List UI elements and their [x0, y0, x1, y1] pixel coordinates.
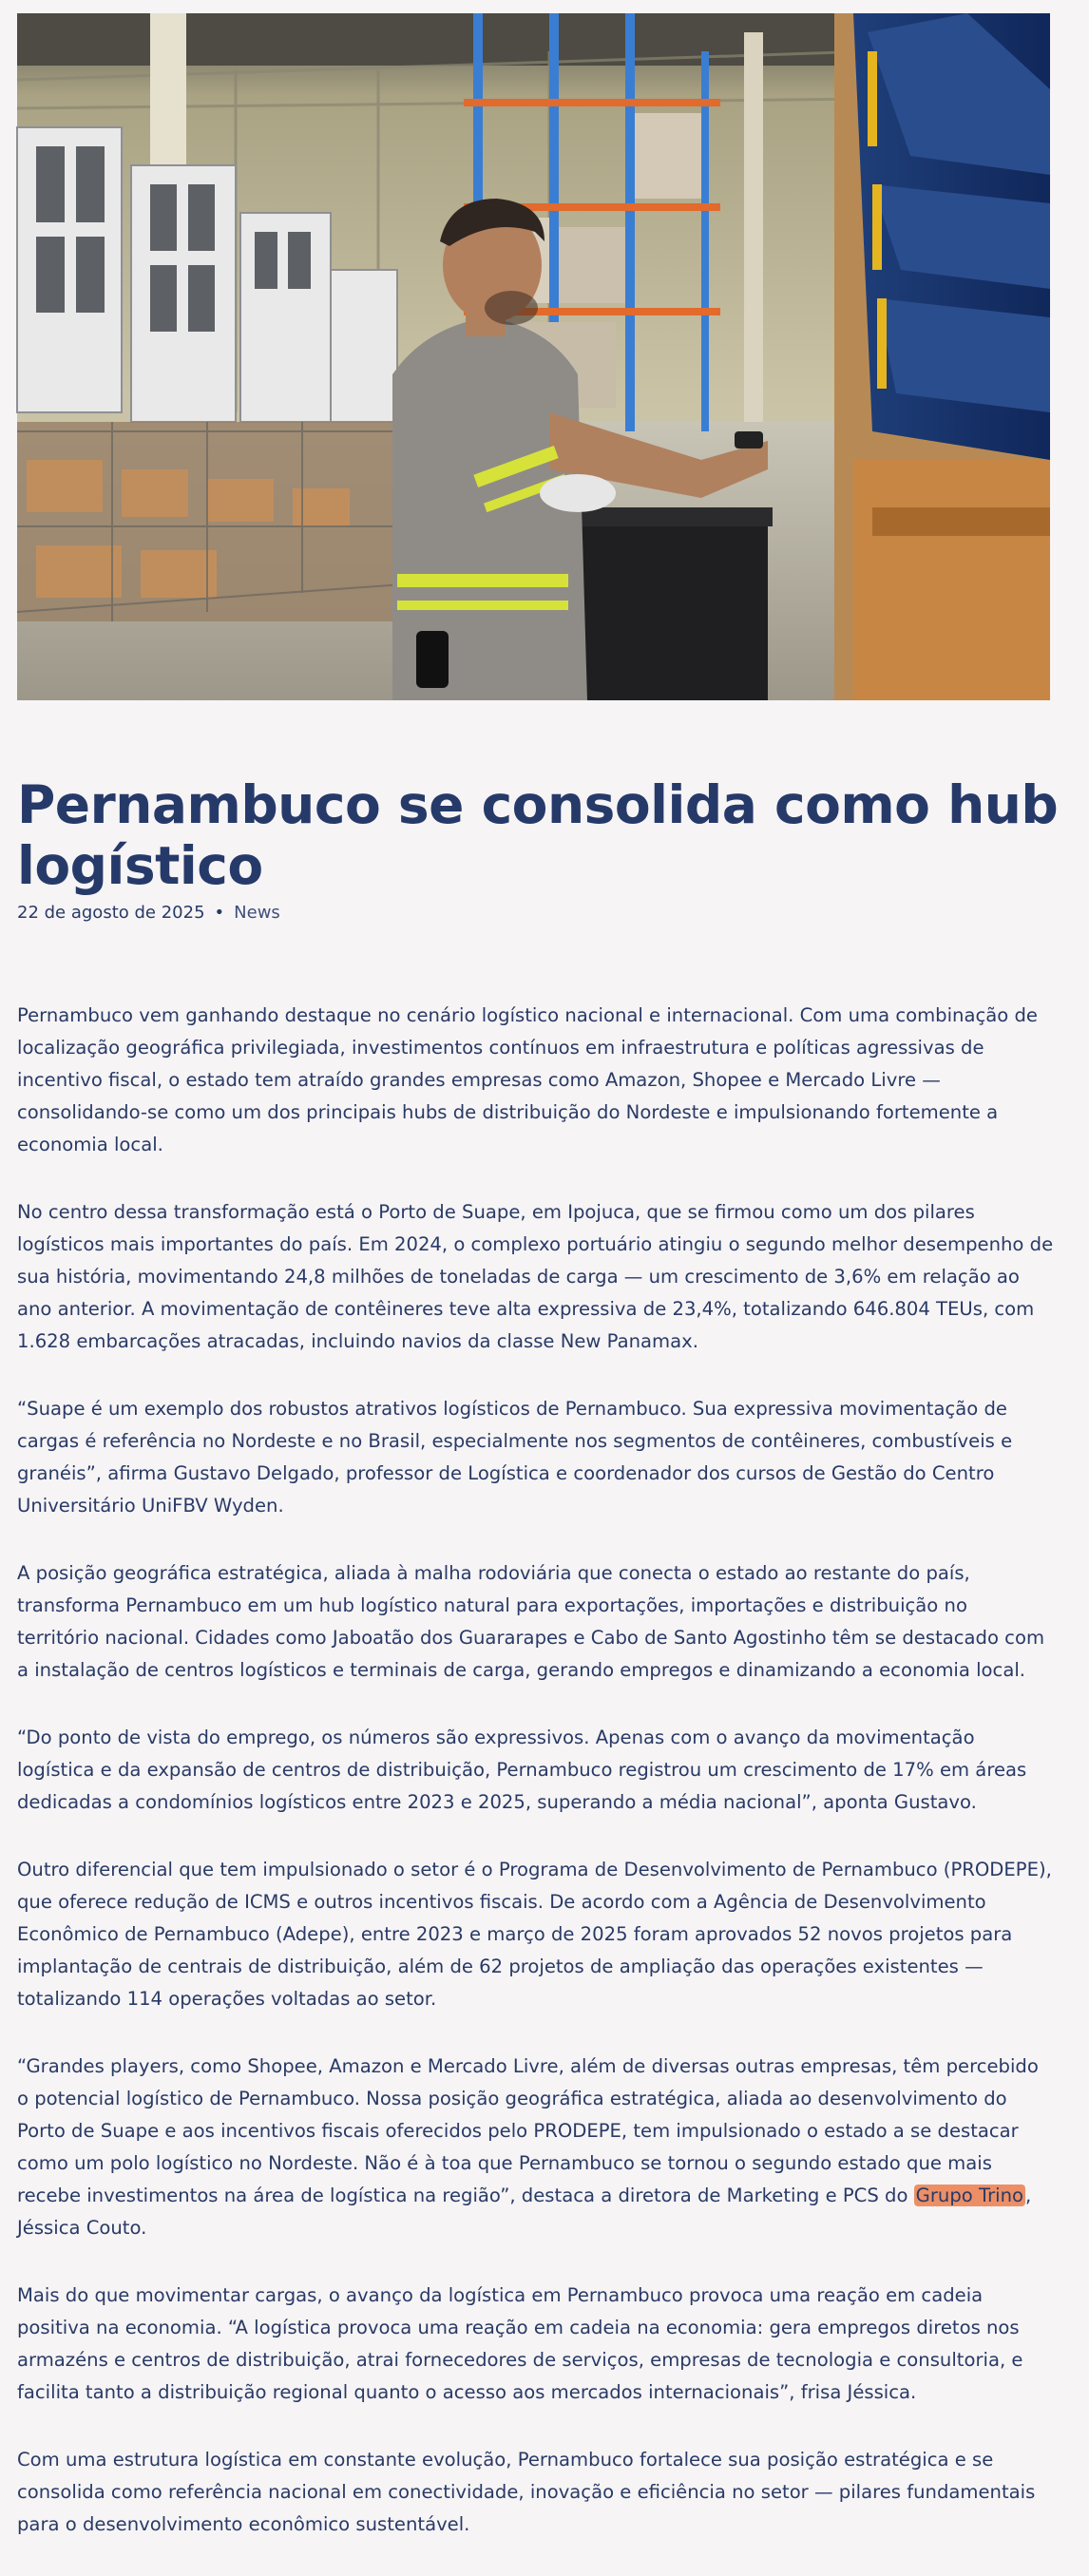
publish-date: 22 de agosto de 2025 — [17, 903, 205, 923]
paragraph-text: , Jéssica Couto. — [17, 2185, 1032, 2239]
article-body — [17, 1000, 1055, 2576]
category-link[interactable]: News — [234, 903, 280, 923]
hero-image — [17, 13, 1050, 700]
paragraph — [17, 2051, 1055, 2244]
paragraph: Mais do que movimentar cargas, o avanço da logística em Pernambuco provoca uma reação em cadeia positiva na economia. “A logística provoca uma reação em cadeia na economia: gera empregos diretos nos armazéns e centros de distribuição, atrai fornecedores de serviços, empresas de tecnologia e consultoria, e facilita tanto a distribuição regional quanto o acesso aos mercados internacionais”, frisa Jéssica. — [17, 2284, 1023, 2403]
paragraph: “Do ponto de vista do emprego, os números são expressivos. Apenas com o avanço da movimentação logística e da expansão de centros de distribuição, Pernambuco registrou um crescimento de 17% em áreas dedicadas a condomínios logísticos entre 2023 e 2025, superando a média nacional”, aponta Gustavo. — [17, 1727, 1027, 1813]
paragraph-text: “Grandes players, como Shopee, Amazon e Mercado Livre, além de diversas outras empresas, têm percebido o potencial logístico de Pernambuco. Nossa posição geográfica estratégica, aliada ao desenvolvimento do Porto de Suape e aos incentivos fiscais oferecidos pelo PRODEPE, tem impulsionado o estado a se destacar como um polo logístico no Nordeste. Não é à toa que Pernambuco se tornou o segundo estado que mais recebe investimentos na área de logística na região”, destaca a diretora de Marketing e PCS do — [17, 2055, 1039, 2206]
highlighted-company-name: Grupo Trino — [915, 2185, 1023, 2206]
paragraph: Pernambuco vem ganhando destaque no cenário logístico nacional e internacional. Com uma combinação de localização geográfica privilegiada, investimentos contínuos em infraestrutura e políticas agressivas de incentivo fiscal, o estado tem atraído grandes empresas como Amazon, Shopee e Mercado Livre — consolidando-se como um dos principais hubs de distribuição do Nordeste e impulsionando fortemente a economia local. — [17, 1004, 1038, 1155]
page-title: Pernambuco se consolida como hub logístico — [17, 774, 1059, 896]
warehouse-worker-photo — [17, 13, 1050, 700]
meta-separator: • — [214, 903, 225, 923]
paragraph: Outro diferencial que tem impulsionado o setor é o Programa de Desenvolvimento de Pernambuco (PRODEPE), que oferece redução de ICMS e outros incentivos fiscais. De acordo com a Agência de Desenvolvimento Econômico de Pernambuco (Adepe), entre 2023 e março de 2025 foram aprovados 52 novos projetos para implantação de centrais de distribuição, além de 62 projetos de ampliação das operações existentes — totalizando 114 operações voltadas ao setor. — [17, 1859, 1052, 2010]
article-meta — [17, 903, 280, 923]
paragraph: “Suape é um exemplo dos robustos atrativos logísticos de Pernambuco. Sua expressiva movimentação de cargas é referência no Nordeste e no Brasil, especialmente nos segmentos de contêineres, combustíveis e granéis”, afirma Gustavo Delgado, professor de Logística e coordenador dos cursos de Gestão do Centro Universitário UniFBV Wyden. — [17, 1398, 1013, 1517]
paragraph: No centro dessa transformação está o Porto de Suape, em Ipojuca, que se firmou como um dos pilares logísticos mais importantes do país. Em 2024, o complexo portuário atingiu o segundo melhor desempenho de sua história, movimentando 24,8 milhões de toneladas de carga — um crescimento de 3,6% em relação ao ano anterior. A movimentação de contêineres teve alta expressiva de 23,4%, totalizando 646.804 TEUs, com 1.628 embarcações atracadas, incluindo navios da classe New Panamax. — [17, 1201, 1054, 1352]
paragraph: A posição geográfica estratégica, aliada à malha rodoviária que conecta o estado ao restante do país, transforma Pernambuco em um hub logístico natural para exportações, importações e distribuição no território nacional. Cidades como Jaboatão dos Guararapes e Cabo de Santo Agostinho têm se destacado com a instalação de centros logísticos e terminais de carga, gerando empregos e dinamizando a economia local. — [17, 1562, 1045, 1681]
paragraph: Com uma estrutura logística em constante evolução, Pernambuco fortalece sua posição estratégica e se consolida como referência nacional em conectividade, inovação e eficiência no setor — pilares fundamentais para o desenvolvimento econômico sustentável. — [17, 2449, 1036, 2535]
